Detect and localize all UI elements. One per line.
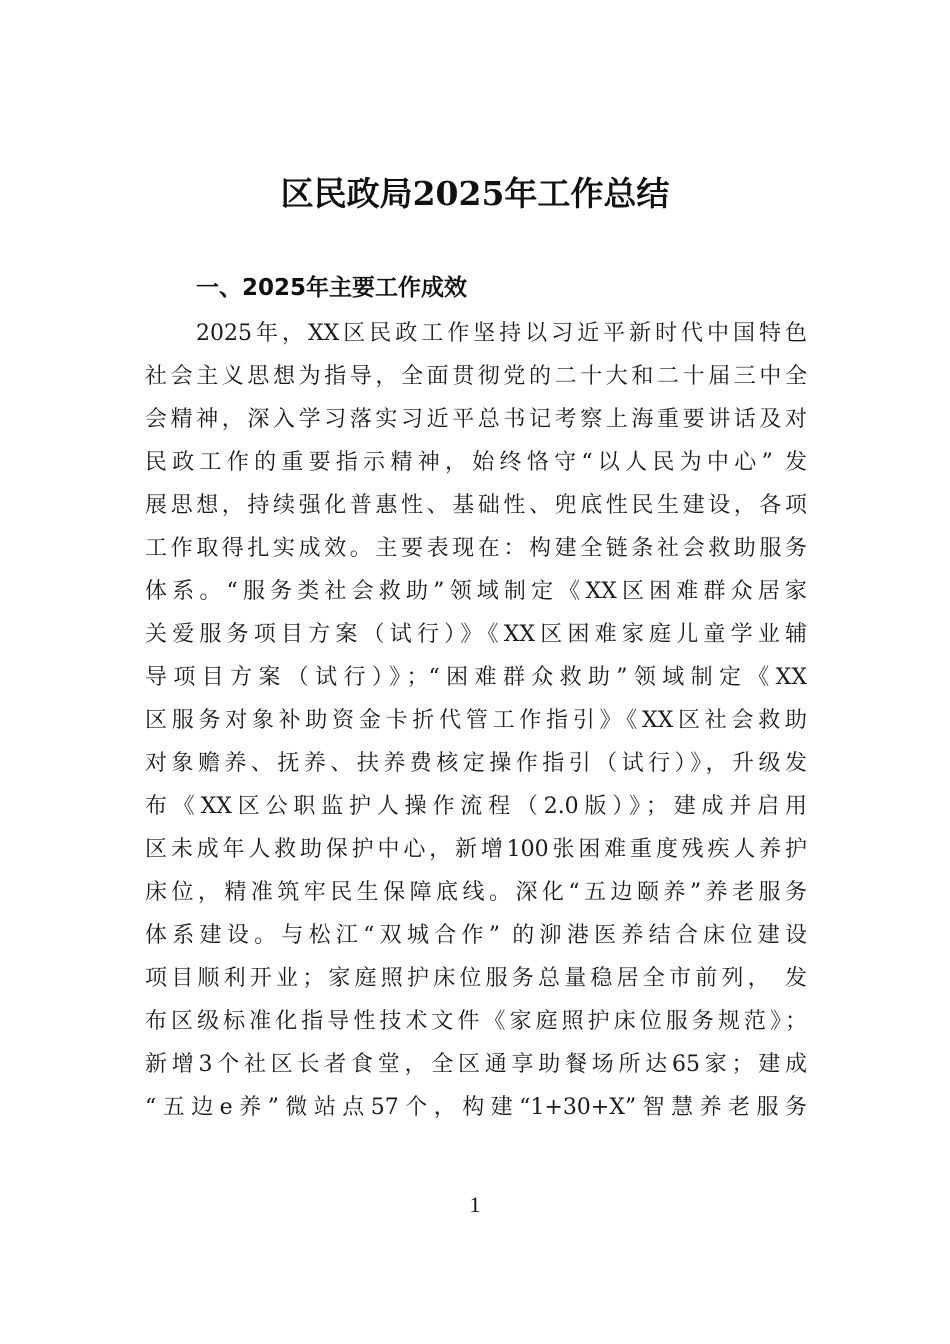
- paragraph-line: 床位，精准筑牢民生保障底线。深化“五边颐养”养老服务: [145, 880, 807, 905]
- paragraph-line: 对象赡养、抚养、扶养费核定操作指引（试行）》，升级发: [145, 751, 807, 776]
- paragraph-line: 体系。“服务类社会救助”领域制定《XX区困难群众居家: [145, 579, 807, 604]
- body-paragraph: [145, 312, 807, 1129]
- paragraph-line: 导项目方案（试行）》；“困难群众救助”领域制定《XX: [145, 665, 807, 690]
- paragraph-line: “五边e养”微站点57个，构建“1+30+X”智慧养老服务: [145, 1095, 807, 1120]
- paragraph-line: 会精神，深入学习落实习近平总书记考察上海重要讲话及对: [145, 407, 807, 432]
- paragraph-line: 布《XX区公职监护人操作流程（2.0版）》；建成并启用: [145, 794, 807, 819]
- paragraph-line: 布区级标准化指导性技术文件《家庭照护床位服务规范》；: [145, 1009, 807, 1034]
- paragraph-line: 项目顺利开业；家庭照护床位服务总量稳居全市前列， 发: [145, 966, 807, 991]
- paragraph-line: 社会主义思想为指导，全面贯彻党的二十大和二十届三中全: [145, 364, 807, 389]
- paragraph-line: 展思想，持续强化普惠性、基础性、兜底性民生建设，各项: [145, 493, 807, 518]
- paragraph-line: 关爱服务项目方案（试行）》《XX区困难家庭儿童学业辅: [145, 622, 807, 647]
- paragraph-line: 区服务对象补助资金卡折代管工作指引》《XX区社会救助: [145, 708, 807, 733]
- paragraph-line: 工作取得扎实成效。主要表现在：构建全链条社会救助服务: [145, 536, 807, 561]
- section-heading: 一、2025年主要工作成效: [196, 275, 468, 301]
- paragraph-line: 2025年，XX区民政工作坚持以习近平新时代中国特色: [196, 321, 807, 346]
- document-title: 区民政局2025年工作总结: [280, 174, 670, 213]
- paragraph-line: 新增3个社区长者食堂，全区通享助餐场所达65家；建成: [145, 1052, 807, 1077]
- paragraph-line: 体系建设。与松江“双城合作” 的泖港医养结合床位建设: [145, 923, 807, 948]
- paragraph-line: 区未成年人救助保护中心，新增100张困难重度残疾人养护: [145, 837, 807, 862]
- paragraph-line: 民政工作的重要指示精神，始终恪守“以人民为中心” 发: [145, 450, 807, 475]
- page-number: 1: [469, 1192, 481, 1217]
